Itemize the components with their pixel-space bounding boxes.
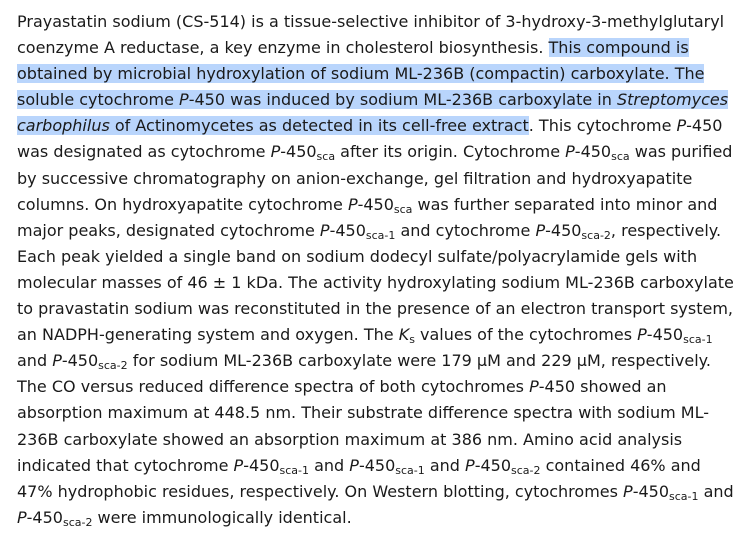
text-run: and cytochrome [395, 220, 536, 240]
subscript-text: s [409, 333, 415, 347]
text-run: coenzyme A reductase, a key enzyme in cholesterol biosynthesis. [17, 38, 549, 58]
text-line [17, 270, 737, 296]
italic-text: P [529, 377, 539, 397]
text-run: -450 [358, 455, 396, 475]
italic-text: carbophilus [17, 116, 110, 136]
text-run: was designated as cytochrome [17, 142, 271, 162]
italic-text: P [465, 455, 475, 475]
text-line [17, 322, 737, 348]
text-line [17, 479, 737, 505]
subscript-text: sca-1 [279, 463, 309, 477]
text-line [17, 400, 737, 426]
text-line [17, 113, 737, 139]
italic-text: P [535, 220, 546, 240]
selected-text: -450 was induced by sodium ML-236B carboxylate in [188, 90, 617, 110]
text-run: molecular masses of 46 ± 1 kDa. The activity hydroxylating sodium ML-236B carboxylate [17, 272, 734, 292]
text-run: -450 [686, 116, 723, 136]
text-line [17, 35, 737, 61]
subscript-text: sca [393, 202, 413, 216]
italic-text: P [319, 220, 330, 240]
italic-text: P [637, 325, 647, 345]
text-line [17, 192, 737, 218]
text-run: was further separated into minor and [412, 194, 718, 214]
italic-text: P [623, 481, 633, 501]
text-line [17, 453, 737, 479]
text-run: and [424, 455, 466, 475]
text-run: The CO versus reduced difference spectra of both cytochromes [17, 377, 530, 397]
text-run: -450 [574, 142, 612, 162]
text-run: and [17, 351, 53, 371]
subscript-text: sca-1 [683, 333, 713, 347]
selected-text: of Actinomycetes as detected in its cell-free extract [109, 116, 529, 136]
text-run: -450 [280, 142, 317, 162]
subscript-text: sca-1 [395, 463, 425, 477]
text-run: Prayastatin sodium (CS-514) is a tissue-selective inhibitor of 3-hydroxy-3-methylglutaryl [17, 12, 725, 31]
text-run: -450 [646, 325, 684, 345]
text-run: -450 [329, 220, 366, 240]
text-line [17, 61, 737, 87]
text-run: -450 [474, 455, 511, 475]
text-run: an NADPH-generating system and oxygen. The [17, 325, 399, 345]
text-run: to pravastatin sodium was reconstituted in the presence of an electron transport system, [17, 299, 734, 319]
text-line [17, 374, 737, 400]
text-line [17, 427, 737, 453]
subscript-text: sca [316, 150, 336, 164]
italic-text: P [676, 116, 687, 136]
text-run: values of the cytochromes [414, 325, 638, 345]
text-run: 47% hydrophobic residues, respectively. On Western blotting, cytochromes [17, 481, 624, 501]
subscript-text: sca-2 [62, 515, 93, 529]
text-run: contained 46% and [540, 455, 701, 475]
text-run: by successive chromatography on anion-exchange, gel filtration and hydroxyapatite [17, 168, 693, 188]
italic-text: P [349, 455, 359, 475]
text-run: for sodium ML-236B carboxylate were 179 μM and 229 μM, respectively. [127, 351, 711, 371]
subscript-text: sca-1 [669, 489, 699, 503]
text-line [17, 166, 737, 192]
text-line [17, 505, 737, 531]
selected-text: obtained by microbial hydroxylation of sodium ML-236B (compactin) carboxylate. The [17, 64, 705, 84]
subscript-text: sca-2 [581, 228, 611, 242]
text-run: were immunologically identical. [92, 507, 352, 527]
italic-text: P [233, 455, 244, 475]
text-run: after its origin. Cytochrome [335, 142, 566, 162]
italic-text: P [270, 142, 281, 162]
text-run: Each peak yielded a single band on sodium dodecyl sulfate/polyacrylamide gels with [17, 246, 698, 266]
text-run: . This cytochrome [528, 116, 677, 136]
text-run: 236B carboxylate showed an absorption maximum at 386 nm. Amino acid analysis [17, 429, 683, 449]
text-line [17, 139, 737, 165]
italic-text: P [179, 90, 189, 110]
text-line [17, 348, 737, 374]
italic-text: P [17, 507, 27, 527]
italic-text: K [398, 325, 410, 345]
text-line [17, 218, 737, 244]
subscript-text: sca-2 [511, 463, 541, 477]
text-line [17, 244, 737, 270]
text-run: absorption maximum at 448.5 nm. Their substrate difference spectra with sodium ML- [17, 403, 709, 423]
text-run: -450 [632, 481, 670, 501]
text-line [17, 87, 737, 113]
text-run: -450 [545, 220, 582, 240]
text-run: -450 showed an [538, 377, 667, 397]
subscript-text: sca [611, 150, 630, 164]
text-run: indicated that cytochrome [17, 455, 234, 475]
subscript-text: sca-1 [365, 228, 396, 242]
text-line [17, 296, 737, 322]
text-run: -450 [243, 455, 280, 475]
text-run: columns. On hydroxyapatite cytochrome [17, 194, 348, 214]
text-run: and [309, 455, 350, 475]
text-run: -450 [26, 507, 63, 527]
text-run: and [698, 481, 734, 501]
abstract-paragraph [17, 9, 737, 531]
text-run: was purified [629, 142, 733, 162]
italic-text: Streptomyces [616, 90, 729, 110]
italic-text: P [565, 142, 575, 162]
italic-text: P [347, 194, 358, 214]
selected-text: soluble cytochrome [17, 90, 180, 110]
subscript-text: sca-2 [98, 359, 128, 373]
text-run: , respectively. [610, 220, 722, 240]
text-run: major peaks, designated cytochrome [17, 220, 320, 240]
italic-text: P [52, 351, 62, 371]
selected-text: This compound is [548, 38, 689, 58]
text-run: -450 [61, 351, 99, 371]
text-line [17, 9, 737, 35]
text-run: -450 [357, 194, 394, 214]
